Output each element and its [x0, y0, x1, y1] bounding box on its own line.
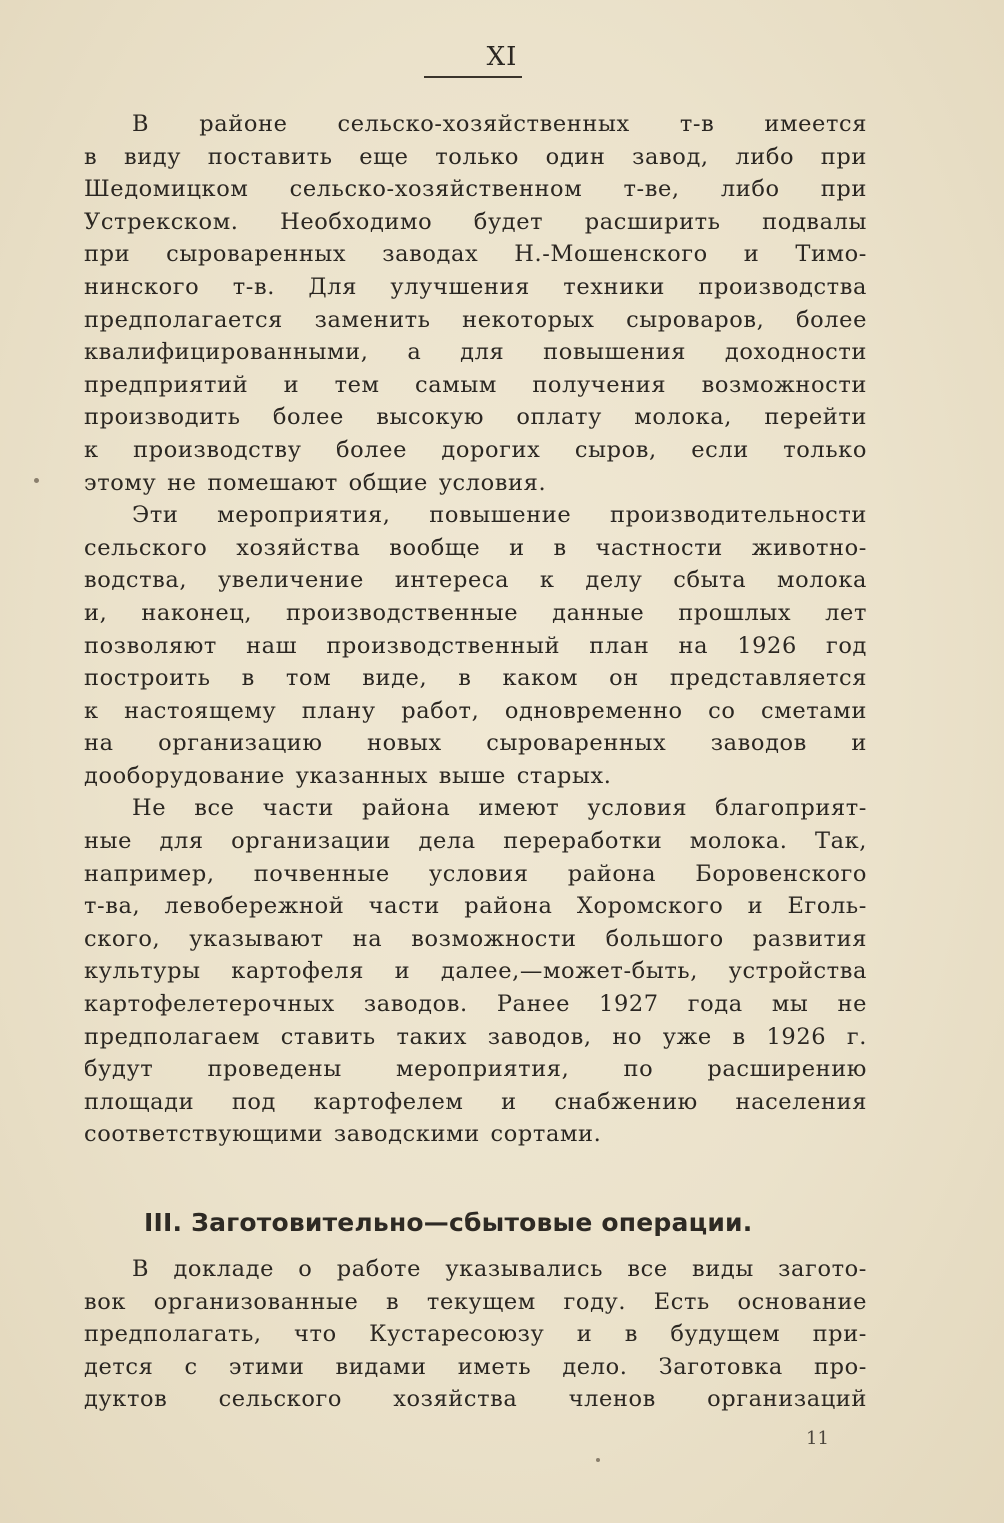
text-line: водства, увеличение интереса к делу сбыта молока [84, 567, 867, 594]
paragraph-3 [84, 792, 867, 1151]
text-line: площади под картофелем и снабжению населения [84, 1088, 867, 1115]
text-line: к производству более дорогих сыров, если только [84, 436, 867, 463]
text-line: предприятий и тем самым получения возможности [84, 371, 867, 398]
header-underline [424, 76, 522, 78]
text-line: предполагать, что Кустаресоюзу и в будущем при- [84, 1321, 867, 1348]
text-line: будут проведены мероприятия, по расширению [84, 1056, 867, 1083]
text-line: ского, указывают на возможности большого развития [84, 925, 867, 952]
paper-speck [596, 1458, 600, 1462]
text-line: предполагается заменить некоторых сыроваров, более [84, 306, 867, 333]
text-line: Шедомицком сельско-хозяйственном т-ве, либо при [84, 176, 867, 203]
page-header-roman-numeral: XI [486, 42, 518, 72]
text-line: В районе сельско-хозяйственных т-в имеется [132, 111, 867, 137]
text-line: позволяют наш производственный план на 1926 год [84, 632, 867, 659]
text-line: на организацию новых сыроваренных заводов и [84, 730, 867, 757]
paper-speck [34, 478, 39, 483]
body-text-bottom [84, 1253, 867, 1416]
text-line: нинского т-в. Для улучшения техники производства [84, 273, 867, 300]
paragraph-1 [84, 108, 867, 499]
paragraph-4 [84, 1253, 867, 1416]
text-line: в виду поставить еще только один завод, либо при [84, 143, 867, 170]
text-line: дется с этими видами иметь дело. Заготовка про- [84, 1353, 867, 1380]
text-line: Эти мероприятия, повышение производительности [132, 502, 867, 529]
section-heading: III. Заготовительно—сбытовые операции. [144, 1208, 753, 1237]
text-line: квалифицированными, а для повышения доходности [84, 339, 867, 366]
text-line: Устрекском. Необходимо будет расширить подвалы [84, 208, 867, 235]
text-line: картофелетерочных заводов. Ранее 1927 года мы не [84, 991, 867, 1018]
text-line: сельского хозяйства вообще и в частности животно- [84, 534, 867, 561]
paragraph-2 [84, 499, 867, 792]
text-line: Не все части района имеют условия благоприят- [132, 795, 867, 822]
text-line: ные для организации дела переработки молока. Так, [84, 828, 867, 855]
text-line: дуктов сельского хозяйства членов организаций [84, 1386, 867, 1413]
text-line: производить более высокую оплату молока, перейти [84, 404, 867, 431]
text-line: при сыроваренных заводах Н.-Мошенского и Тимо- [84, 241, 867, 268]
text-line: дооборудование указанных выше старых. [84, 762, 612, 789]
text-line: этому не помешают общие условия. [84, 469, 547, 496]
text-line: т-ва, левобережной части района Хоромского и Еголь- [84, 893, 867, 920]
text-line: В докладе о работе указывались все виды загото- [132, 1256, 867, 1282]
text-line: предполагаем ставить таких заводов, но уже в 1926 г. [84, 1023, 867, 1050]
text-line: и, наконец, производственные данные прошлых лет [84, 599, 867, 626]
text-line: к настоящему плану работ, одновременно со сметами [84, 697, 867, 724]
text-line: например, почвенные условия района Боровенского [84, 860, 867, 887]
text-line: вок организованные в текущем году. Есть основание [84, 1288, 867, 1315]
text-line: построить в том виде, в каком он представляется [84, 665, 867, 692]
page-number: 11 [806, 1428, 829, 1449]
text-line: соответствующими заводскими сортами. [84, 1121, 602, 1148]
text-line: культуры картофеля и далее,—может-быть, устройства [84, 958, 867, 985]
body-text-top [84, 108, 867, 1151]
